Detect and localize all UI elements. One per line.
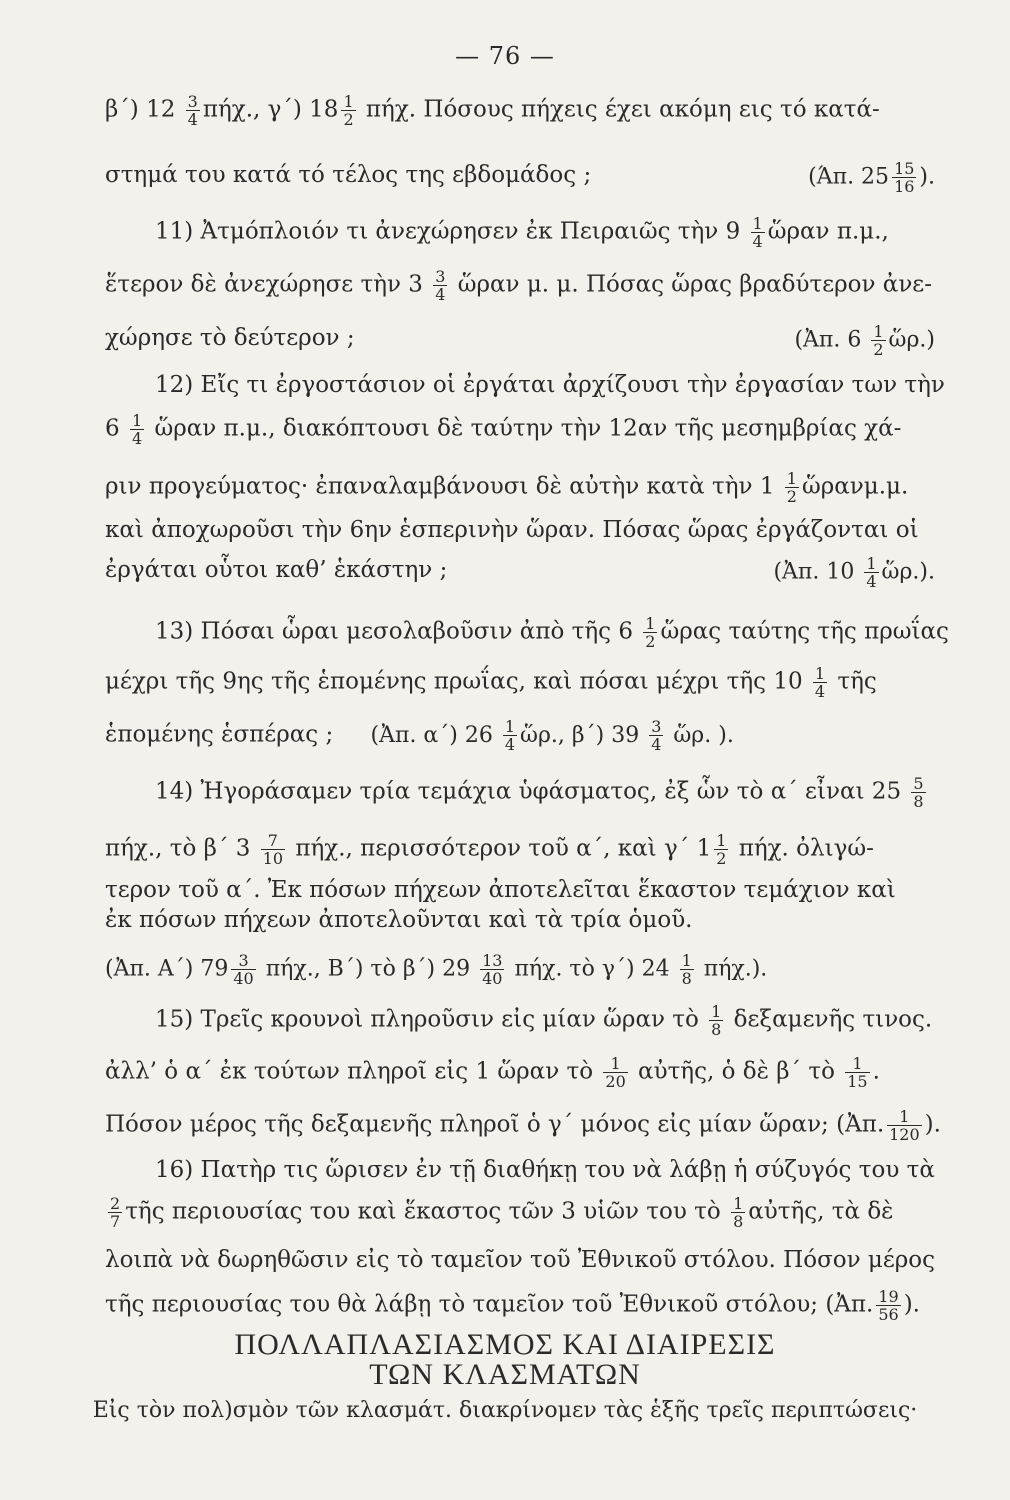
text: τῆς περιουσίας του θὰ λάβῃ τὸ ταμεῖον τοῦ Ἐθνικοῦ στόλου; (Ἀπ. <box>105 1291 874 1318</box>
answer: (Ἀπ. α΄) 26 $\frac{1}{4}$ ὥρ., β΄) 39 $\frac{3}{4}$ ὥρ. ). <box>370 717 734 754</box>
text: 13) Πόσαι ὧραι μεσολαβοῦσιν ἀπὸ τῆς 6 <box>155 618 641 645</box>
fraction: $\frac{1}{2}$ <box>645 614 656 651</box>
text: 11) Ἀτμόπλοιόν τι ἀνεχώρησεν ἐκ Πειραιῶς τὴν 9 <box>155 218 748 245</box>
fraction: $\frac{1}{4}$ <box>814 664 826 701</box>
fraction: $\frac{13}{40}$ <box>482 951 503 988</box>
fraction: $\frac{1}{8}$ <box>711 1002 722 1039</box>
text: μέχρι τῆς 9ης τῆς ἑπομένης πρωΐας, καὶ πόσαι μέχρι τῆς 10 <box>105 668 810 695</box>
text: 14) Ἠγοράσαμεν τρία τεμάχια ὑφάσματος, ἐξ ὧν τὸ α΄ εἶναι 25 <box>155 778 909 805</box>
fraction: $\frac{1}{120}$ <box>889 1107 920 1144</box>
text: ). <box>903 1291 920 1318</box>
answer: (Ἀπ. 6 $\frac{1}{2}$ ὥρ.) <box>794 322 935 359</box>
fraction: $\frac{15}{16}$ <box>894 159 915 196</box>
text-line <box>105 775 985 810</box>
text: ὥραν π.μ., διακόπτουσι δὲ ταύτην τὴν 12αν τῆς μεσημβρίας χά- <box>147 415 902 442</box>
text-line <box>105 718 935 753</box>
text-line <box>105 1245 935 1275</box>
page-number: — 76 — <box>455 42 555 70</box>
text-line <box>105 515 935 545</box>
text-line <box>105 323 935 358</box>
text: ἀλλ’ ὁ α΄ ἐκ τούτων πληροῖ εἰς 1 ὥραν τὸ <box>105 1058 601 1085</box>
text-line <box>105 615 985 650</box>
text: χώρησε τὸ δεύτερον ; <box>105 325 355 351</box>
fraction: $\frac{1}{2}$ <box>873 322 884 359</box>
text: . <box>872 1058 880 1085</box>
text: ὥραν π.μ., <box>767 218 889 245</box>
text: πήχ., περισσότερον τοῦ α΄, καὶ γ΄ 1 <box>288 835 712 862</box>
fraction: $\frac{7}{10}$ <box>262 831 284 868</box>
fraction: $\frac{1}{15}$ <box>847 1054 868 1091</box>
fraction: $\frac{1}{8}$ <box>733 1194 744 1231</box>
section-heading-line2: ΤΩΝ ΚΛΑΣΜΑΤΩΝ <box>369 1358 641 1391</box>
text: Πόσον μέρος τῆς δεξαμενῆς πληροῖ ὁ γ΄ μόνος εἰς μίαν ὥραν; (Ἀπ. <box>105 1111 885 1138</box>
text: τερον τοῦ α΄. Ἐκ πόσων πήχεων ἀποτελεῖται ἕκαστον τεμάχιον καὶ <box>105 877 896 903</box>
answer: (Ἀπ. 10 $\frac{1}{4}$ ὥρ.). <box>773 554 935 591</box>
text: ὥρας ταύτης τῆς πρωΐας <box>660 618 949 645</box>
text-line <box>105 370 985 400</box>
fraction: $\frac{3}{40}$ <box>233 951 254 988</box>
text: 6 <box>105 415 127 442</box>
text-line <box>105 215 985 250</box>
text-line <box>105 952 935 987</box>
text-line <box>105 875 935 905</box>
text: τῆς περιουσίας του καὶ ἕκαστος τῶν 3 υἱῶν του τὸ <box>125 1198 729 1225</box>
text-line <box>105 555 935 590</box>
text-line <box>105 1003 985 1038</box>
closing-line: Εἰς τὸν πολ)σμὸν τῶν κλασμάτ. διακρίνομεν τὰς ἑξῆς τρεῖς περιπτώσεις· <box>92 1398 918 1423</box>
text: ἕτερον δὲ ἀνεχώρησε τὴν 3 <box>105 271 431 298</box>
fraction: $\frac{1}{8}$ <box>681 951 692 988</box>
text: πήχ. τὸ γ΄) 24 <box>507 956 677 982</box>
fraction: $\frac{3}{4}$ <box>651 717 662 754</box>
fraction: $\frac{1}{2}$ <box>716 831 727 868</box>
fraction: $\frac{19}{56}$ <box>878 1287 899 1324</box>
fraction: $\frac{1}{2}$ <box>786 469 797 506</box>
text-line <box>105 412 935 447</box>
text: καὶ ἀποχωροῦσι τὴν 6ην ἑσπερινὴν ὥραν. Πόσας ὥρας ἐργάζονται οἱ <box>105 517 919 543</box>
text: πήχ. Πόσους πήχεις έχει ακόμη εις τό κατά- <box>358 96 880 123</box>
fraction: $\frac{1}{20}$ <box>605 1054 626 1091</box>
fraction: $\frac{2}{7}$ <box>110 1194 121 1231</box>
text: πήχ.). <box>696 956 768 982</box>
fraction: $\frac{1}{4}$ <box>131 411 143 448</box>
text: τῆς <box>830 668 877 695</box>
text: 16) Πατὴρ τις ὥρισεν ἐν τῇ διαθήκῃ του νὰ λάβῃ ἡ σύζυγός του τὰ <box>155 1157 935 1183</box>
fraction: $\frac{3}{4}$ <box>187 92 198 129</box>
text-line <box>105 832 935 867</box>
text-line <box>105 1195 935 1230</box>
section-heading: ΠΟΛΛΑΠΛΑΣΙΑΣΜΟΣ ΚΑΙ ΔΙΑΙΡΕΣΙΣ <box>234 1328 776 1361</box>
text: ἐκ πόσων πήχεων ἀποτελοῦνται καὶ τὰ τρία ὁμοῦ. <box>105 907 693 933</box>
fraction: $\frac{1}{4}$ <box>504 717 516 754</box>
text: ὥραν μ. μ. Πόσας ὥρας βραδύτερον ἀνε- <box>450 271 932 298</box>
text: πήχ. ὀλιγώ- <box>731 835 874 862</box>
text-line <box>105 665 935 700</box>
text: πήχ., Β΄) τὸ β΄) 29 <box>258 956 478 982</box>
text-line <box>105 1288 935 1323</box>
text: ριν προγεύματος· ἐπαναλαμβάνουσι δὲ αὐτὴν κατὰ τὴν 1 <box>105 473 782 500</box>
text-line <box>105 160 935 195</box>
text-line <box>105 93 935 128</box>
text-line <box>105 470 935 505</box>
fraction: $\frac{3}{4}$ <box>435 267 446 304</box>
text: πήχ., γ΄) 18 <box>202 96 339 123</box>
text: ). <box>924 1111 941 1138</box>
answer: (Άπ. 25 $\frac{15}{16}$ ). <box>808 159 935 196</box>
text-line <box>105 1107 941 1144</box>
text-line <box>105 905 935 935</box>
fraction: $\frac{1}{4}$ <box>866 554 877 591</box>
fraction: $\frac{1}{4}$ <box>752 214 763 251</box>
text: πήχ., τὸ β΄ 3 <box>105 835 258 862</box>
text-line <box>105 1155 985 1185</box>
text: ἑπομένης ἑσπέρας ; <box>105 721 334 748</box>
text: αὐτῆς, ὁ δὲ β΄ τὸ <box>630 1058 843 1085</box>
text: (Ἀπ. Α΄) 79 <box>105 956 229 982</box>
fraction: $\frac{5}{8}$ <box>913 774 924 811</box>
text: λοιπὰ νὰ δωρηθῶσιν εἰς τὸ ταμεῖον τοῦ Ἐθνικοῦ στόλου. Πόσον μέρος <box>105 1247 936 1273</box>
text: ὥρανμ.μ. <box>801 473 909 500</box>
text-line <box>105 1055 935 1090</box>
text: αὐτῆς, τὰ δὲ <box>748 1198 894 1225</box>
text: στημά του κατά τό τέλος της εβδομάδος ; <box>105 162 592 188</box>
text: δεξαμενῆς τινος. <box>726 1006 933 1033</box>
text-line <box>105 268 935 303</box>
text: 12) Εἴς τι ἐργοστάσιον οἱ ἐργάται ἀρχίζουσι τὴν ἐργασίαν των τὴν <box>155 372 945 398</box>
text: ἐργάται οὗτοι καθ’ ἑκάστην ; <box>105 557 448 583</box>
fraction: $\frac{1}{2}$ <box>343 92 354 129</box>
text: 15) Τρεῖς κρουνοὶ πληροῦσιν εἰς μίαν ὥραν τὸ <box>155 1006 707 1033</box>
text: β΄) 12 <box>105 96 183 123</box>
